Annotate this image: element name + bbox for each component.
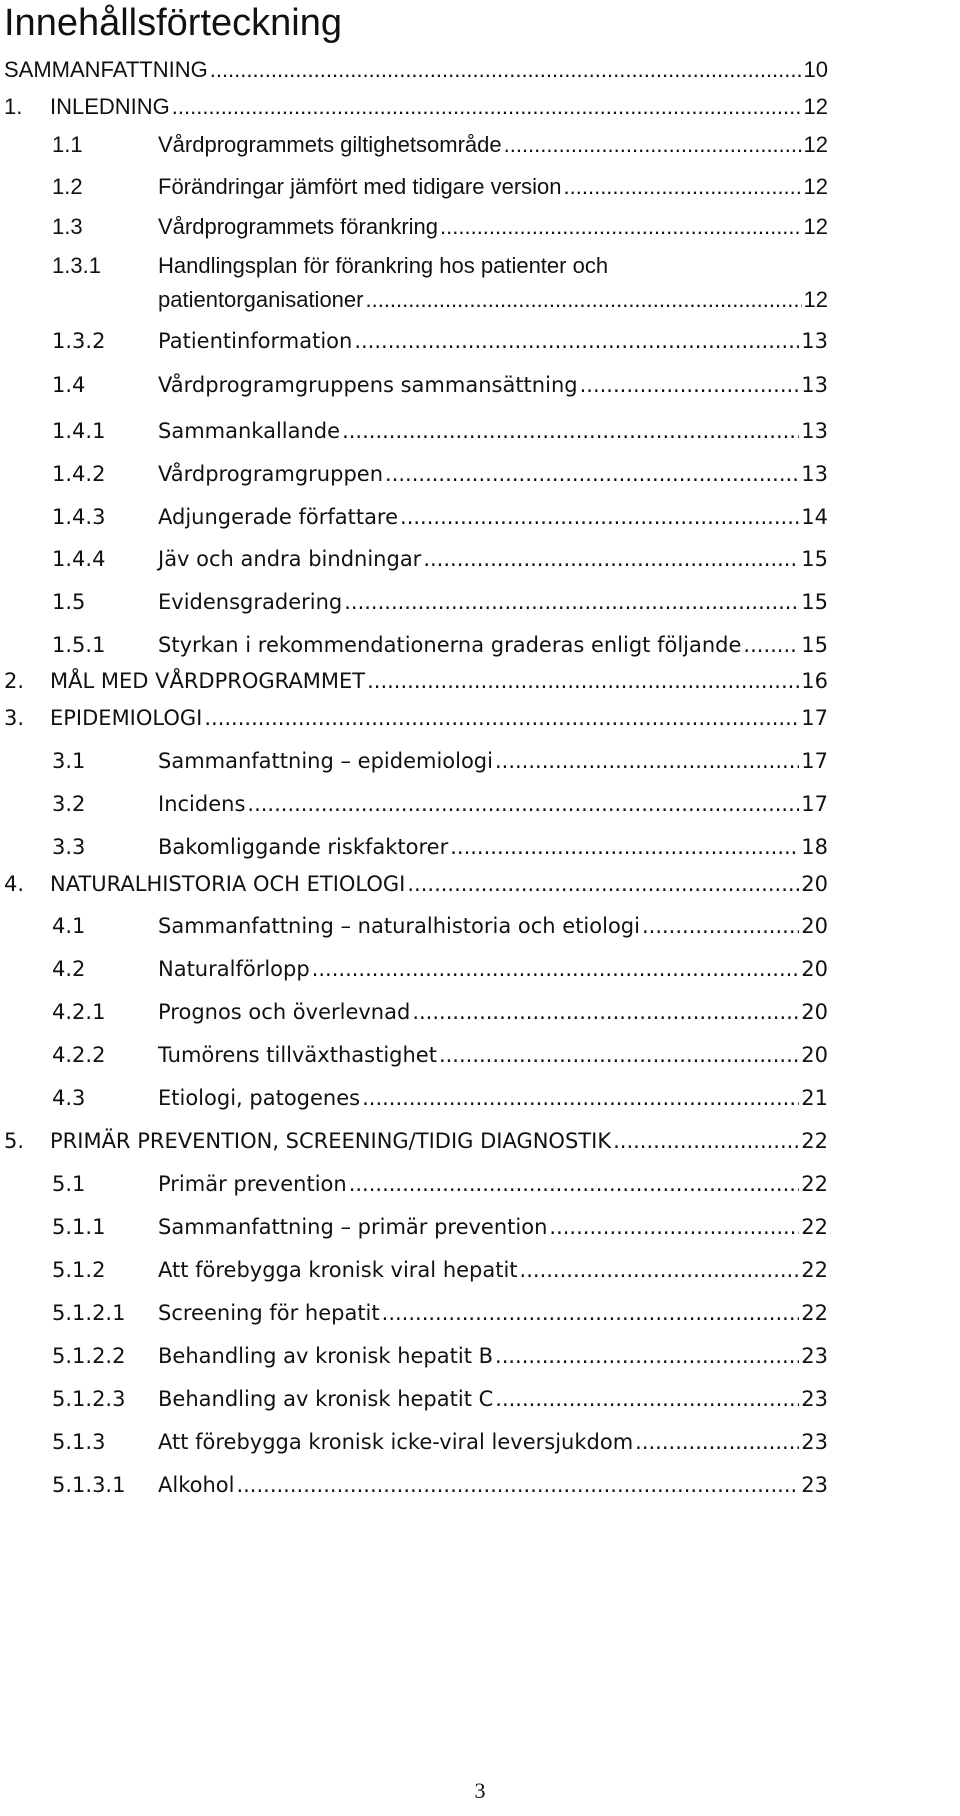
toc-leader-dots: [549, 1209, 799, 1245]
toc-entry-label: NATURALHISTORIA OCH ETIOLOGI: [50, 872, 406, 896]
toc-leader-dots: [362, 1080, 799, 1116]
toc-entry-row: [158, 367, 828, 403]
toc-entry-number: 4.2.1: [52, 1000, 106, 1024]
toc-entry[interactable]: [0, 89, 960, 125]
toc-entry-row: [50, 663, 828, 699]
toc-entry[interactable]: [0, 1037, 960, 1073]
toc-entry-label: patientorganisationer: [158, 287, 364, 312]
toc-entry-row: [4, 52, 828, 88]
toc-entry-label: Behandling av kronisk hepatit C: [158, 1387, 494, 1411]
toc-entry-row: [158, 127, 828, 163]
toc-entry-page: 13: [801, 329, 828, 353]
toc-entry-label: Alkohol: [158, 1473, 235, 1497]
toc-entry-number: 2.: [4, 669, 25, 693]
toc-entry-row: [158, 1037, 828, 1073]
toc-entry-row: [158, 323, 828, 359]
toc-entry-number: 1.4: [52, 373, 86, 397]
toc-entry[interactable]: [0, 248, 960, 318]
toc-entry[interactable]: [0, 627, 960, 663]
toc-entry-label: Patientinformation: [158, 329, 353, 353]
toc-entry[interactable]: [0, 663, 960, 699]
toc-entry-number: 1.5: [52, 590, 86, 614]
toc-entry-page: 20: [801, 914, 828, 938]
toc-entry[interactable]: [0, 52, 960, 88]
toc-entry[interactable]: [0, 541, 960, 577]
toc-entry-row: [158, 1381, 828, 1417]
toc-entry-row: [50, 866, 828, 902]
toc-entry-number: 3.1: [52, 749, 86, 773]
toc-entry-row: [158, 627, 828, 663]
toc-leader-dots: [236, 1467, 799, 1503]
toc-entry[interactable]: [0, 700, 960, 736]
toc-entry-page: 12: [803, 287, 828, 312]
toc-entry-page: 20: [801, 872, 828, 896]
toc-entry[interactable]: [0, 1166, 960, 1202]
toc-leader-dots: [423, 541, 799, 577]
toc-entry-row: [158, 1424, 828, 1460]
toc-entry-label: EPIDEMIOLOGI: [50, 706, 203, 730]
toc-entry-number: 1.4.1: [52, 419, 106, 443]
toc-entry-number: 5.1.2.2: [52, 1344, 126, 1368]
toc-entry-label: Primär prevention: [158, 1172, 347, 1196]
toc-leader-dots: [495, 1381, 799, 1417]
toc-entry-label: Sammankallande: [158, 419, 341, 443]
toc-entry-number: 1.1: [52, 132, 83, 157]
toc-entry-row: [158, 282, 828, 318]
toc-entry-page: 22: [801, 1301, 828, 1325]
toc-entry-page: 10: [803, 57, 828, 82]
toc-entry-number: 5.1: [52, 1172, 86, 1196]
toc-entry[interactable]: [0, 456, 960, 492]
toc-entry-row: [158, 169, 828, 205]
toc-entry-label: Vårdprogrammets förankring: [158, 214, 439, 239]
toc-entry-row: [158, 829, 828, 865]
toc-leader-dots: [580, 367, 800, 403]
toc-entry-label: Tumörens tillväxthastighet: [158, 1043, 437, 1067]
toc-entry[interactable]: [0, 1424, 960, 1460]
toc-leader-dots: [349, 1166, 800, 1202]
toc-entry-page: 12: [803, 132, 828, 157]
toc-entry[interactable]: [0, 413, 960, 449]
toc-entry-page: 17: [801, 706, 828, 730]
toc-entry-page: 23: [801, 1430, 828, 1454]
toc-entry[interactable]: [0, 323, 960, 359]
toc-entry-label: Jäv och andra bindningar: [158, 547, 422, 571]
toc-leader-dots: [450, 829, 799, 865]
toc-entry-number: 1.: [4, 94, 23, 119]
toc-entry-label: Etiologi, patogenes: [158, 1086, 361, 1110]
toc-entry-number: 4.2.2: [52, 1043, 106, 1067]
toc-leader-dots: [564, 169, 802, 205]
toc-entry[interactable]: [0, 169, 960, 205]
toc-entry-label: Förändringar jämfört med tidigare version: [158, 174, 562, 199]
toc-entry-label: Att förebygga kronisk icke-viral leversjukdom: [158, 1430, 634, 1454]
toc-entry-row: [50, 89, 828, 125]
toc-entry-page: 23: [801, 1473, 828, 1497]
toc-entry-number: 5.1.3.1: [52, 1473, 126, 1497]
toc-entry-row: [158, 786, 828, 822]
toc-entry-page: 17: [801, 749, 828, 773]
toc-entry-page: 21: [801, 1086, 828, 1110]
toc-entry-number: 1.2: [52, 174, 83, 199]
toc-entry-label: Styrkan i rekommendationerna graderas enligt följande: [158, 633, 742, 657]
toc-entry[interactable]: [0, 1295, 960, 1331]
toc-leader-dots: [440, 209, 802, 245]
toc-leader-dots: [342, 413, 799, 449]
toc-entry-number: 4.3: [52, 1086, 86, 1110]
toc-entry-row: [158, 1467, 828, 1503]
toc-entry-label: Incidens: [158, 792, 246, 816]
toc-entry-row: [158, 456, 828, 492]
toc-entry-label: Sammanfattning – naturalhistoria och etiologi: [158, 914, 640, 938]
toc-entry[interactable]: [0, 1080, 960, 1116]
toc-entry-number: 4.2: [52, 957, 86, 981]
toc-leader-dots: [520, 1252, 800, 1288]
toc-leader-dots: [495, 743, 799, 779]
toc-entry-label-line1: Handlingsplan för förankring hos patienter och: [158, 253, 609, 278]
toc-entry-label: Vårdprogramgruppens sammansättning: [158, 373, 578, 397]
toc-entry[interactable]: [0, 1467, 960, 1503]
toc-leader-dots: [400, 499, 799, 535]
toc-entry-page: 22: [801, 1172, 828, 1196]
toc-entry-page: 23: [801, 1344, 828, 1368]
toc-leader-dots: [504, 127, 802, 163]
toc-entry-number: 4.1: [52, 914, 86, 938]
toc-entry[interactable]: [0, 829, 960, 865]
toc-entry[interactable]: [0, 127, 960, 163]
toc-entry-row: [158, 951, 828, 987]
toc-leader-dots: [407, 866, 799, 902]
toc-entry-row: [158, 584, 828, 620]
toc-entry-label: Bakomliggande riskfaktorer: [158, 835, 449, 859]
toc-leader-dots: [495, 1338, 799, 1374]
toc-entry-number: 5.1.2.1: [52, 1301, 126, 1325]
toc-leader-dots: [344, 584, 799, 620]
toc-leader-dots: [210, 52, 802, 88]
toc-entry-number: 1.3.2: [52, 329, 106, 353]
toc-leader-dots: [613, 1123, 799, 1159]
page-title: Innehållsförteckning: [4, 2, 342, 44]
toc-entry-label: Naturalförlopp: [158, 957, 310, 981]
toc-entry-number: 5.1.2.3: [52, 1387, 126, 1411]
toc-entry-row: [158, 1166, 828, 1202]
toc-entry-row: [158, 994, 828, 1030]
toc-entry-page: 22: [801, 1129, 828, 1153]
toc-entry-number: 5.: [4, 1129, 25, 1153]
toc-entry-number: 1.5.1: [52, 633, 106, 657]
toc-entry-row: [158, 413, 828, 449]
toc-entry-page: 12: [803, 214, 828, 239]
toc-entry-number: 1.4.3: [52, 505, 106, 529]
toc-entry-page: 13: [801, 419, 828, 443]
toc-entry-number: 4.: [4, 872, 25, 896]
toc-entry-row: [158, 1295, 828, 1331]
toc-entry-number: 5.1.1: [52, 1215, 106, 1239]
toc-entry[interactable]: [0, 786, 960, 822]
toc-entry-label: Behandling av kronisk hepatit B: [158, 1344, 494, 1368]
toc-entry-page: 22: [801, 1258, 828, 1282]
toc-entry-label: Vårdprogrammets giltighetsområde: [158, 132, 502, 157]
toc-entry-page: 20: [801, 1000, 828, 1024]
toc-entry[interactable]: [0, 584, 960, 620]
toc-entry-label: Sammanfattning – primär prevention: [158, 1215, 548, 1239]
toc-entry-number: 5.1.3: [52, 1430, 106, 1454]
toc-entry[interactable]: [0, 866, 960, 902]
toc-leader-dots: [439, 1037, 799, 1073]
toc-entry-row: [158, 209, 828, 245]
toc-leader-dots: [642, 908, 799, 944]
toc-entry-row: [158, 499, 828, 535]
toc-leader-dots: [412, 994, 799, 1030]
toc-entry-label: SAMMANFATTNING: [4, 57, 208, 82]
toc-entry[interactable]: [0, 994, 960, 1030]
toc-entry-number: 3.: [4, 706, 25, 730]
toc-entry-number: 1.3.1: [52, 253, 101, 278]
toc-entry-label: Sammanfattning – epidemiologi: [158, 749, 493, 773]
toc-entry[interactable]: [0, 951, 960, 987]
toc-entry-page: 12: [803, 174, 828, 199]
toc-entry-row: [158, 743, 828, 779]
toc-leader-dots: [354, 323, 799, 359]
toc-entry[interactable]: [0, 1252, 960, 1288]
toc-leader-dots: [172, 89, 802, 125]
toc-entry-page: 15: [801, 590, 828, 614]
toc-entry[interactable]: [0, 743, 960, 779]
toc-entry-row: [158, 1080, 828, 1116]
toc-entry-number: 3.3: [52, 835, 86, 859]
page-number: 3: [474, 1778, 486, 1803]
toc-leader-dots: [312, 951, 800, 987]
toc-entry[interactable]: [0, 1338, 960, 1374]
toc-entry-page: 15: [801, 547, 828, 571]
toc-entry-number: 1.4.4: [52, 547, 106, 571]
toc-entry-page: 13: [801, 373, 828, 397]
toc-entry-row: [158, 541, 828, 577]
toc-entry[interactable]: [0, 1209, 960, 1245]
toc-entry-label: Adjungerade författare: [158, 505, 399, 529]
toc-entry-label: Att förebygga kronisk viral hepatit: [158, 1258, 518, 1282]
toc-entry[interactable]: [0, 367, 960, 403]
toc-entry-row: [158, 1252, 828, 1288]
toc-entry-page: 18: [801, 835, 828, 859]
toc-entry-row: [158, 1338, 828, 1374]
toc-entry-page: 13: [801, 462, 828, 486]
toc-leader-dots: [204, 700, 799, 736]
toc-entry-label: Screening för hepatit: [158, 1301, 380, 1325]
toc-entry-row: [50, 1123, 828, 1159]
toc-entry-row: [158, 1209, 828, 1245]
toc-entry-row: [50, 700, 828, 736]
toc-entry-page: 20: [801, 1043, 828, 1067]
toc-entry-label: Prognos och överlevnad: [158, 1000, 411, 1024]
toc-entry-page: 22: [801, 1215, 828, 1239]
toc-entry-page: 23: [801, 1387, 828, 1411]
toc-entry-number: 1.4.2: [52, 462, 106, 486]
toc-leader-dots: [365, 282, 801, 318]
toc-entry-label: PRIMÄR PREVENTION, SCREENING/TIDIG DIAGNOSTIK: [50, 1129, 612, 1153]
toc-entry-number: 5.1.2: [52, 1258, 106, 1282]
toc-entry-page: 17: [801, 792, 828, 816]
toc-leader-dots: [385, 456, 799, 492]
toc-entry[interactable]: [0, 1381, 960, 1417]
toc-leader-dots: [367, 663, 799, 699]
toc-entry-page: 16: [801, 669, 828, 693]
toc-entry-number: 3.2: [52, 792, 86, 816]
toc-entry[interactable]: [0, 499, 960, 535]
toc-leader-dots: [635, 1424, 799, 1460]
toc-entry-page: 20: [801, 957, 828, 981]
toc-entry-label: Vårdprogramgruppen: [158, 462, 384, 486]
toc-entry-page: 12: [803, 94, 828, 119]
toc-entry-label: MÅL MED VÅRDPROGRAMMET: [50, 669, 366, 693]
toc-entry-label: Evidensgradering: [158, 590, 343, 614]
toc-leader-dots: [382, 1295, 800, 1331]
toc-entry-page: 15: [801, 633, 828, 657]
toc-entry-number: 1.3: [52, 214, 83, 239]
toc-entry-page: 14: [801, 505, 828, 529]
toc-entry-row: [158, 908, 828, 944]
toc-entry[interactable]: [0, 1123, 960, 1159]
toc-entry-label: INLEDNING: [50, 94, 170, 119]
toc-entry[interactable]: [0, 209, 960, 245]
toc-entry[interactable]: [0, 908, 960, 944]
toc-leader-dots: [247, 786, 799, 822]
toc-leader-dots: [743, 627, 799, 663]
